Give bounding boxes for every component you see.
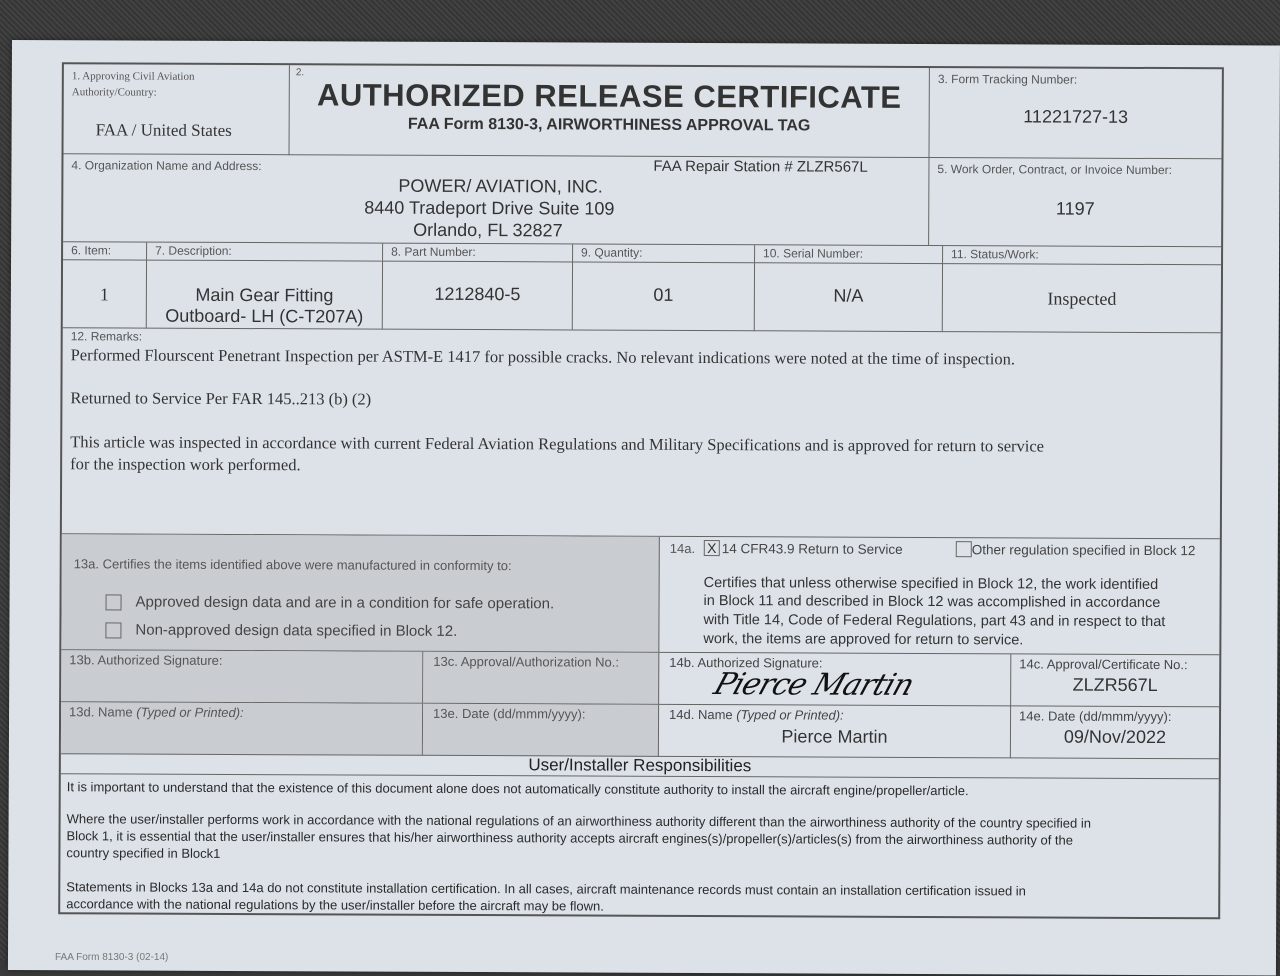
certificate-title: AUTHORIZED RELEASE CERTIFICATE [316, 77, 902, 115]
col-header-item [63, 242, 147, 260]
block-14c-label: 14c. Approval/Certificate No.: [1019, 656, 1188, 673]
block-1-label: 1. Approving Civil Aviation Authority/Country: [71, 70, 195, 99]
description-line1: Main Gear Fitting [195, 284, 334, 306]
organization-address-line1: 8440 Tradeport Drive Suite 109 [364, 197, 615, 219]
block-14d-label-b: (Typed or Printed): [736, 707, 844, 723]
block-2-label: 2. [295, 67, 305, 79]
cfr43-label: 14 CFR43.9 Return to Service [721, 541, 903, 557]
non-approved-design-checkbox[interactable] [105, 622, 121, 638]
block-13a-label: 13a. Certifies the items identified above were manufactured in conformity to: [73, 556, 512, 574]
block-13c-label: 13c. Approval/Authorization No.: [433, 653, 620, 670]
col-header-description [147, 243, 383, 262]
block-14b [659, 653, 1011, 707]
col-header-status [943, 246, 1221, 265]
block-13b-label: 13b. Authorized Signature: [69, 652, 223, 668]
block-12-remarks [62, 328, 1221, 539]
item-header: 6. Item: [71, 243, 112, 258]
signer-name: Pierce Martin [781, 726, 888, 747]
responsibility-2-line2: Block 1, it is essential that the user/installer ensures that his/her airworthiness authority accepts aircraft engines(s)/propeller(s)/articles(s) from the airworthiness authority of the [66, 828, 1074, 848]
approved-design-checkbox[interactable] [106, 594, 122, 610]
block-14a [659, 537, 1220, 655]
block-13d-label [69, 704, 244, 720]
approval-date: 09/Nov/2022 [1063, 726, 1167, 748]
item-value: 1 [99, 284, 109, 305]
block-13e-label: 13e. Date (dd/mmm/yyyy): [433, 705, 586, 722]
other-regulation-checkbox[interactable] [956, 541, 972, 557]
block-13b [61, 650, 423, 704]
part-number-cell [383, 262, 573, 331]
col-header-part [383, 244, 573, 263]
repair-station-number: FAA Repair Station # ZLZR567L [653, 157, 868, 176]
item-cell [63, 260, 147, 328]
block-3-label: 3. Form Tracking Number: [937, 72, 1078, 87]
approving-authority: FAA / United States [95, 120, 232, 140]
responsibility-2-line1: Where the user/installer performs work in accordance with the national regulations of an airworthiness authority different than the airworthiness authority of the country specified in [66, 811, 1092, 831]
block-14c [1011, 654, 1219, 707]
block-14a-label: 14a. [669, 540, 696, 556]
remark-approval-line1: This article was inspected in accordance with current Federal Aviation Regulations and Military Specifications and is approved for return to service [70, 432, 1045, 456]
approved-design-label: Approved design data and are in a condition for safe operation. [135, 593, 555, 613]
block-5 [929, 158, 1221, 247]
serial-number-header: 10. Serial Number: [763, 246, 864, 261]
responsibility-2-line3: country specified in Block1 [66, 845, 221, 861]
certificate-paper [8, 40, 1280, 976]
part-number-value: 1212840-5 [434, 283, 521, 305]
block-14d-label-a: 14d. Name [669, 706, 737, 723]
block-3 [929, 68, 1221, 159]
approval-certificate-number: ZLZR567L [1072, 674, 1158, 696]
block-13d-label-b: (Typed or Printed): [136, 704, 244, 721]
block-2-title [289, 65, 929, 158]
block-13e [423, 704, 659, 757]
block-13d [61, 702, 423, 756]
block-14a-text-line3: with Title 14, Code of Federal Regulations, part 43 and in respect to that [703, 612, 1166, 631]
quantity-header: 9. Quantity: [581, 245, 643, 260]
quantity-value: 01 [653, 284, 674, 305]
col-header-quantity [573, 244, 755, 263]
organization-address-line2: Orlando, FL 32827 [413, 219, 563, 241]
remark-approval-line2: for the inspection work performed. [70, 454, 301, 475]
form-footer-number: FAA Form 8130-3 (02-14) [55, 952, 169, 963]
remarks-label: 12. Remarks: [70, 329, 143, 344]
form-tracking-number: 11221727-13 [1023, 106, 1129, 127]
description-line2: Outboard- LH (C-T207A) [165, 305, 364, 327]
block-14a-text-line4: work, the items are approved for return to service. [703, 631, 1024, 649]
description-header: 7. Description: [155, 243, 232, 258]
work-order-number: 1197 [1055, 198, 1095, 219]
block-5-label: 5. Work Order, Contract, or Invoice Number: [937, 162, 1173, 178]
description-cell [147, 261, 383, 330]
responsibilities-body [60, 774, 1219, 917]
certificate-subtitle: FAA Form 8130-3, AIRWORTHINESS APPROVAL TAG [407, 115, 811, 135]
remark-inspection: Performed Flourscent Penetrant Inspection per ASTM-E 1417 for possible cracks. No relevant indications were noted at the time of inspection. [70, 345, 1016, 369]
block-13c [423, 652, 659, 705]
authorized-signature: Pierce Martin [709, 667, 918, 703]
non-approved-design-label: Non-approved design data specified in Block 12. [135, 621, 458, 640]
cfr43-checkbox[interactable]: X [704, 540, 720, 556]
block-14a-text-line2: in Block 11 and described in Block 12 was accomplished in accordance [703, 593, 1161, 612]
form-grid [58, 62, 1224, 919]
responsibility-1: It is important to understand that the existence of this document alone does not automatically constitute authority to install the aircraft engine/propeller/article. [66, 779, 969, 799]
block-14e-label: 14e. Date (dd/mmm/yyyy): [1019, 708, 1172, 725]
quantity-cell [573, 262, 755, 331]
block-14b-label: 14b. Authorized Signature: [669, 654, 823, 671]
block-4-label: 4. Organization Name and Address: [71, 158, 262, 174]
remark-return-to-service: Returned to Service Per FAR 145..213 (b) (2) [70, 388, 372, 409]
block-13a [61, 534, 660, 653]
organization-name: POWER/ AVIATION, INC. [398, 175, 603, 197]
part-number-header: 8. Part Number: [391, 244, 476, 260]
block-14a-text-line1: Certifies that unless otherwise specified in Block 12, the work identified [703, 575, 1159, 594]
responsibilities-title: User/Installer Responsibilities [528, 755, 752, 776]
block-1 [64, 64, 290, 155]
other-regulation-label: Other regulation specified in Block 12 [971, 542, 1196, 559]
status-header: 11. Status/Work: [951, 247, 1039, 262]
status-value: Inspected [1047, 288, 1117, 309]
block-14d-label [669, 707, 844, 723]
responsibility-3-line1: Statements in Blocks 13a and 14a do not constitute installation certification. In all cases, aircraft maintenance records must contain an installation certification issued in [66, 879, 1026, 899]
block-14d [659, 705, 1011, 759]
block-14e [1011, 706, 1219, 759]
col-header-serial [755, 245, 943, 264]
block-13d-label-a: 13d. Name [69, 704, 137, 720]
status-cell [943, 264, 1221, 333]
serial-number-value: N/A [833, 285, 864, 306]
block-4 [63, 154, 929, 246]
serial-number-cell [755, 263, 943, 332]
responsibility-3-line2: accordance with the national regulations by the user/installer before the aircraft may be flown. [66, 896, 604, 914]
